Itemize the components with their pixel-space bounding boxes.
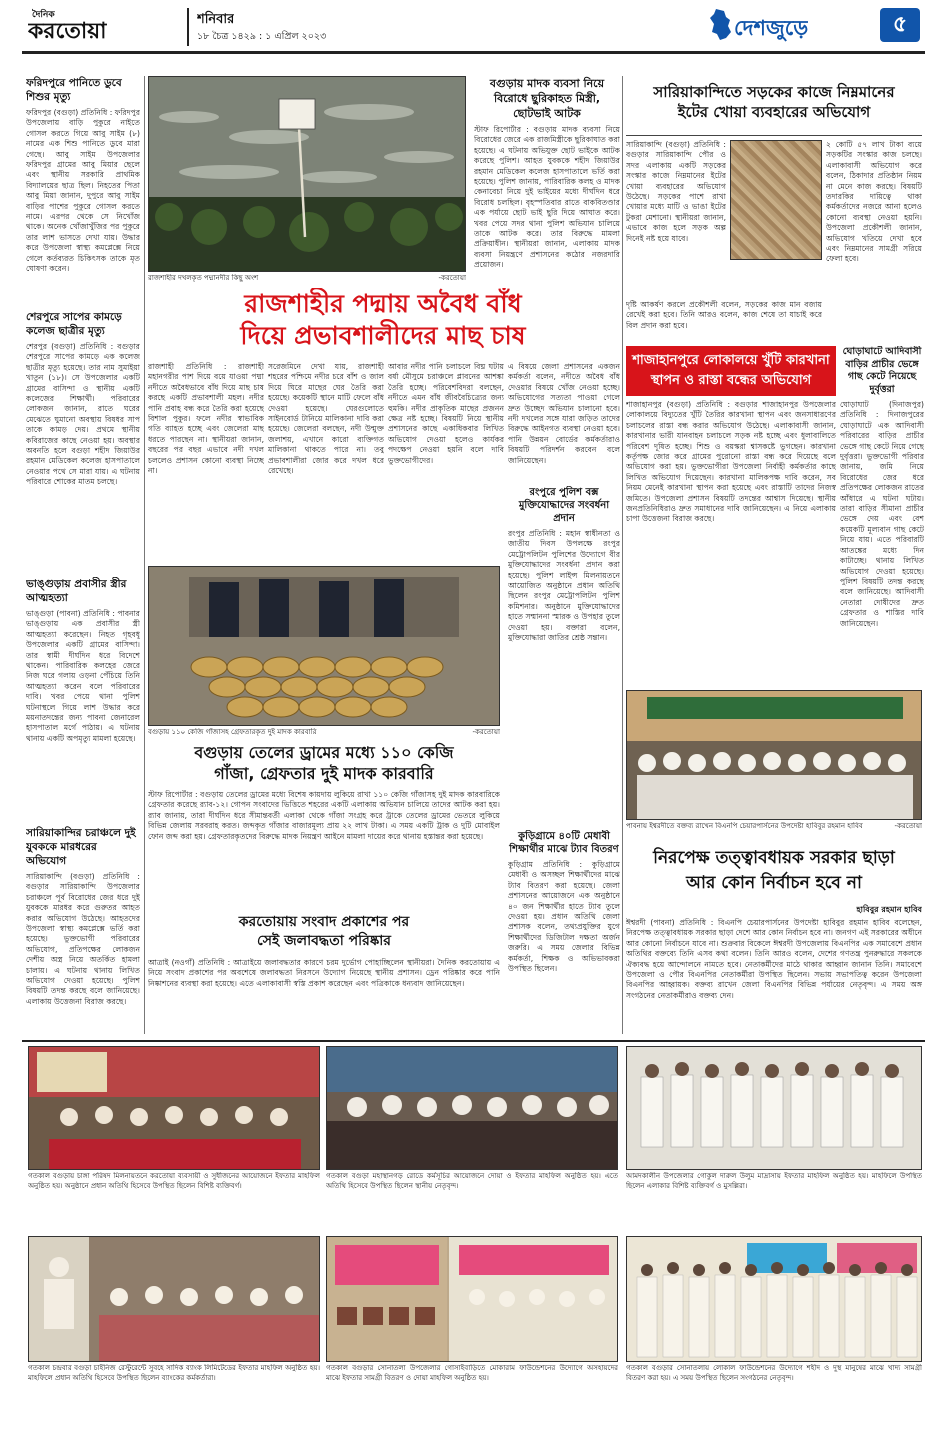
headline-line-2: ইটের খোয়া ব্যবহারের অভিযোগ [677, 103, 871, 121]
padma-river-photo [148, 76, 466, 272]
karatoa-body: আত্রাই (নওগাঁ) প্রতিনিধি : আত্রাইয়ে জলাবদ্ধতার কারণে চরম দুর্ভোগ পোহাচ্ছিলেন স্থানীয়রা। দৈনিক করতোয়ায় এ নিয়ে সংবাদ প্রকাশের পর অবশেষে জলাবদ্ধতা নিরসনে উদ্যোগ নিয়েছে স্থানীয় প্রশাসন। ড্রেন পরিষ্কার করে পানি নিষ্কাশনের ব্যবস্থা করা হয়েছে। এতে এলাকাবাসী স্বস্তি প্রকাশ করেছেন এবং পত্রিকাকে ধন্যবাদ জানিয়েছেন। [148, 958, 500, 988]
section-title: দেশজুড়ে [734, 16, 809, 40]
story-body: কুড়িগ্রাম প্রতিনিধি : কুড়িগ্রামে মেধাবী ও অসচ্ছল শিক্ষার্থীদের মাঝে ট্যাব বিতরণ করা হয়েছে। জেলা প্রশাসনের আয়োজনে এক অনুষ্ঠানে ৪০ জন শিক্ষার্থীর হাতে ট্যাব তুলে দেওয়া হয়। প্রধান অতিথি জেলা প্রশাসক বলেন, তথ্যপ্রযুক্তির যুগে শিক্ষার্থীদের ডিজিটাল দক্ষতা অর্জন জরুরি। এ সময় জেলার বিভিন্ন কর্মকর্তা, শিক্ষক ও অভিভাবকরা উপস্থিত ছিলেন। [508, 860, 620, 974]
story-body: ঘোড়াঘাট (দিনাজপুর) প্রতিনিধি : দিনাজপুরের ঘোড়াঘাটে এক আদিবাসী পরিবারের বাড়ির প্রাচীর ভেঙ্গে গাছ কেটে নিয়ে গেছে দুর্বৃত্তরা। ভুক্তভোগী পরিবার জানায়, জমি নিয়ে বিরোধের জের ধরে প্রতিপক্ষের লোকজন রাতের আঁধারে এ ঘটনা ঘটায়। তারা বাড়ির সীমানা প্রাচীর ভেঙ্গে দেয় এবং বেশ কয়েকটি মূল্যবান গাছ কেটে নিয়ে যায়। এতে পরিবারটি আতঙ্কের মধ্যে দিন কাটাচ্ছে। থানায় লিখিত অভিযোগ দেওয়া হয়েছে। পুলিশ বিষয়টি তদন্ত করছে বলে জানিয়েছে। আদিবাসী নেতারা দোষীদের দ্রুত গ্রেফতার ও শাস্তির দাবি জানিয়েছেন। [840, 400, 924, 628]
caption-credit: -করতোয়া [894, 822, 922, 830]
padma-col-3: আবার নদীর পানি চলাচলে বিঘ্ন ঘটায় বর্ষা মৌসুমে চরাঞ্চলে প্লাবনের আশঙ্কা তৈরি হচ্ছে। পরিবেশবিদরা বলছেন, নদীতে এমন বাঁধ জীববৈচিত্র্যের জন্য হুমকি। নদীর প্রাকৃতিক মাছের প্রজনন ক্ষেত্র নষ্ট হচ্ছে। বিষয়টি নিয়ে স্থানীয় প্রশাসনের কাছে একাধিকবার লিখিত অভিযোগ দেওয়া হলেও কার্যকর পদক্ষেপ নেওয়া হয়নি বলে দাবি ভুক্তভোগীদের। [388, 362, 504, 465]
iftar-photo-3 [626, 1046, 922, 1170]
iftar-photo-5-caption: গতকাল বগুড়ার সোনাতলা উপজেলার গোসাইবাড়িতে মোকারাম ফাউন্ডেশনের উদ্যোগে অসহায়দের মাঝে ইফতার সামগ্রী বিতরণ ও দোয়া মাহফিল অনুষ্ঠিত হয়। [326, 1364, 618, 1382]
iftar-photo-3-caption: আমদকালীন উপজেলার গোকুল দারুল উলুম মাদ্রাসায় ইফতার মাহফিল অনুষ্ঠিত হয়। মাহফিলে উপস্থিত ছিলেন এলাকার বিশিষ্ট ব্যক্তিবর্গ ও মুসল্লিরা। [626, 1172, 922, 1190]
story-ghoraghat [840, 346, 924, 676]
headline: ভাঙ্গুড়ায় প্রবাসীর স্ত্রীর আত্মহত্যা [26, 578, 127, 604]
caption-text: রাজশাহীর দখলকৃত পদ্মানদীর কিছু অংশ [148, 274, 259, 282]
brick-chips-photo [730, 140, 822, 260]
col-divider-mid [622, 76, 623, 1034]
padma-col-4: এ বিষয়ে জেলা প্রশাসনের একজন কর্মকর্তা বলেন, নদীতে অবৈধ বাঁধ দেওয়ার বিষয়ে খোঁজ নেওয়া হচ্ছে। অভিযোগের সত্যতা পাওয়া গেলে দ্রুত উচ্ছেদ অভিযান চালানো হবে। নদী দখলের সঙ্গে যারা জড়িত তাদের বিরুদ্ধে আইনগত ব্যবস্থা নেওয়া হবে। পানি উন্নয়ন বোর্ডের কর্মকর্তারাও বিষয়টি পরিদর্শন করবেন বলে জানিয়েছেন। [508, 362, 620, 465]
brand-small: দৈনিক [32, 10, 55, 20]
iftar-photo-4 [28, 1236, 320, 1362]
headline: ঘোড়াঘাটে আদিবাসী বাড়ির প্রাচীর ভেঙ্গে গাছ কেটে নিয়েছে দুর্বৃত্তরা [842, 346, 922, 395]
brand-logo: করতোয়া [28, 18, 107, 44]
ganja-headline [148, 742, 500, 786]
headline-line-1: করতোয়ায় সংবাদ প্রকাশের পর [238, 914, 410, 930]
iftar-photo-2 [326, 1046, 618, 1170]
story-body: রংপুর প্রতিনিধি : মহান স্বাধীনতা ও জাতীয় দিবস উপলক্ষে রংপুর মেট্রোপলিটন পুলিশের উদ্যোগে বীর মুক্তিযোদ্ধাদের সংবর্ধনা প্রদান করা হয়েছে। পুলিশ লাইন্স মিলনায়তনে আয়োজিত অনুষ্ঠানে প্রধান অতিথি ছিলেন রংপুর মেট্রোপলিটন পুলিশ কমিশনার। অনুষ্ঠানে মুক্তিযোদ্ধাদের হাতে সম্মাননা স্মারক ও উপহার তুলে দেওয়া হয়। বক্তারা বলেন, মুক্তিযোদ্ধারা জাতির শ্রেষ্ঠ সন্তান। [508, 529, 620, 643]
sariakandi-road-headline [626, 76, 922, 136]
story-sherpur [26, 310, 140, 570]
ganja-body: স্টাফ রিপোর্টার : বগুড়ায় তেলের ড্রামের মধ্যে বিশেষ কায়দায় লুকিয়ে রাখা ১১০ কেজি গাঁজাসহ দুই মাদক কারবারিকে গ্রেফতার করেছে র‍্যাব-১২। গোপন সংবাদের ভিত্তিতে শহরের একটি এলাকায় অভিযান চালিয়ে তাদের আটক করা হয়। র‍্যাব জানায়, তারা দীর্ঘদিন ধরে সীমান্তবর্তী এলাকা থেকে গাঁজা সংগ্রহ করে ট্রাকে তেলের ড্রামের ভেতরে লুকিয়ে বিভিন্ন জেলায় সরবরাহ করত। জব্দকৃত গাঁজার বাজারমূল্য প্রায় ২২ লাখ টাকা। এ সময় একটি ট্রাক ও দুটি মোবাইল ফোন জব্দ করা হয়। গ্রেফতারকৃতদের বিরুদ্ধে মাদক নিয়ন্ত্রণ আইনে মামলা দায়ের করে থানায় হস্তান্তর করা হয়েছে। [148, 790, 500, 841]
ganja-seizure-photo [148, 566, 500, 726]
story-body: সারিয়াকান্দি (বগুড়া) প্রতিনিধি : বগুড়ার সারিয়াকান্দি উপজেলার চরাঞ্চলে পূর্ব বিরোধের জের ধরে দুই যুবককে মারধর করে গুরুতর আহত করার অভিযোগ উঠেছে। আহতদের উপজেলা স্বাস্থ্য কমপ্লেক্সে ভর্তি করা হয়েছে। ভুক্তভোগী পরিবারের অভিযোগ, প্রতিপক্ষের লোকজন দেশীয় অস্ত্র নিয়ে অতর্কিত হামলা চালায়। এ ঘটনায় থানায় লিখিত অভিযোগ দেওয়া হয়েছে। পুলিশ বিষয়টি তদন্ত করছে বলে জানিয়েছে। এলাকায় উত্তেজনা বিরাজ করছে। [26, 872, 140, 1006]
iftar-photo-5 [326, 1236, 618, 1362]
story-body: ফরিদপুর (বগুড়া) প্রতিনিধি : ফরিদপুর উপজেলায় বাড়ি পুকুরে নাইতে গোসল করতে গিয়ে আবু সাইম (৮) নামের এক শিশু পানিতে ডুবে মারা গেছে। আবু সাইম উপজেলার ফরিদপুর গ্রামের আবু মিয়ার ছেলে এবং স্থানীয় সরকারি প্রাথমিক বিদ্যালয়ের ছাত্র ছিল। নিহতের পিতা আবু মিয়া জানান, দুপুরে আবু সাইম বাড়ির পাশের পুকুরে গোসল করতে নামে। এরপর থেকে সে নিখোঁজ থাকে। অনেক খোঁজাখুঁজির পর পুকুরে তার লাশ ভাসতে দেখা যায়। উদ্ধার করে উপজেলা স্বাস্থ্য কমপ্লেক্সে নিয়ে গেলে কর্তব্যরত চিকিৎসক তাকে মৃত ঘোষণা করেন। [26, 108, 140, 274]
bottom-section-rule [22, 1040, 925, 1042]
caretaker-headline [626, 846, 922, 902]
headline-line-2: আর কোন নির্বাচন হবে না [686, 873, 862, 893]
headline: বগুড়ায় মাদক ব্যবসা নিয়ে বিরোধে ছুরিকাহত মিস্ত্রী, ছোটভাই আটক [489, 77, 605, 120]
sariakandi-road-col-1: সারিয়াকান্দি (বগুড়া) প্রতিনিধি : বগুড়ার সারিয়াকান্দি পৌর ও সদর এলাকায় একটি সড়কের সংস্কার কাজে নিম্নমানের ইটের খোয়া ব্যবহারের অভিযোগ উঠেছে। সড়কের পাশে রাখা খোয়ার মধ্যে মাটি ও ভাঙা ইটের টুকরা মেশানো। স্থানীয়রা জানান, এভাবে কাজ হলে সড়ক অল্প দিনেই নষ্ট হয়ে যাবে। [626, 140, 726, 243]
headline-line-2: গাঁজা, গ্রেফতার দুই মাদক কারবারি [214, 764, 434, 783]
masthead-divider [187, 8, 189, 46]
iftar-photo-1 [28, 1046, 320, 1170]
ganja-photo-caption [148, 728, 500, 738]
headline-line-1: শাজাহানপুরে লোকালয়ে খুঁটি কারখানা [632, 353, 830, 368]
headline: সারিয়াকান্দির চরাঞ্চলে দুই যুবককে মারধরের অভিযোগ [26, 827, 136, 867]
col-divider-left [144, 76, 145, 1034]
iftar-photo-6-caption: গতকাল বগুড়ার সোনাতলায় লোকাল ফাউন্ডেশনের উদ্যোগে শহীদ ও দুস্থ মানুষের মাঝে খাদ্য সামগ্রী বিতরণ করা হয়। এ সময় উপস্থিত ছিলেন সংগঠনের নেতৃবৃন্দ। [626, 1364, 922, 1382]
caption-text: বগুড়ায় ১১০ কেজি গাঁজাসহ গ্রেফতারকৃত দুই মাদক কারবারি [148, 728, 317, 736]
caption-text: পাবনায় ইশ্বরদীতে বক্তব্য রাখেন বিএনপি চেয়ারপার্সনের উপদেষ্টা হাবিবুর রহমান হাবিব [626, 822, 863, 830]
caption-credit: -করতোয়া [472, 728, 500, 736]
story-body: স্টাফ রিপোর্টার : বগুড়ায় মাদক ব্যবসা নিয়ে বিরোধের জেরে এক রাজমিস্ত্রীকে ছুরিকাঘাত করা হয়েছে। এ ঘটনায় অভিযুক্ত ছোট ভাইকে আটক করেছে পুলিশ। আহত যুবককে শহীদ জিয়াউর রহমান মেডিকেল কলেজ হাসপাতালে ভর্তি করা হয়েছে। পুলিশ জানায়, পারিবারিক কলহ ও মাদক কেনাবেচা নিয়ে দুই ভাইয়ের মধ্যে দীর্ঘদিন ধরে বিরোধ চলছিল। বৃহস্পতিবার রাতে বাকবিতণ্ডার এক পর্যায়ে ছোট ভাই ছুরি দিয়ে আঘাত করে। খবর পেয়ে সদর থানা পুলিশ অভিযান চালিয়ে তাকে আটক করে। তার বিরুদ্ধে মামলা প্রক্রিয়াধীন। স্থানীয়রা জানান, এলাকায় মাদক ব্যবসা নিয়ন্ত্রণে প্রশাসনের কঠোর নজরদারি প্রয়োজন। [474, 125, 620, 270]
headline-line-1: রাজশাহীর পদ্মায় অবৈধ বাঁধ [244, 289, 522, 318]
sariakandi-road-footer: দৃষ্টি আকর্ষণ করলে প্রকৌশলী বলেন, সড়কের কাজ মান বজায় রেখেই করা হবে। তিনি আরও বলেন, কাজ শেষে তা যাচাই করে বিল প্রদান করা হবে। [626, 300, 822, 330]
iftar-photo-1-caption: গতকাল বগুড়ায় চাঙ্গা পরিষদ মিলনায়তনে করতোয়া ব্যবসায়ী ও সুধীজনের আয়োজনে ইফতার মাহফিল অনুষ্ঠিত হয়। অনুষ্ঠানে প্রধান অতিথি হিসেবে উপস্থিত ছিলেন বিশিষ্ট ব্যক্তিবর্গ। [28, 1172, 320, 1190]
padma-photo-caption [148, 274, 466, 284]
iftar-photo-6 [626, 1236, 922, 1362]
story-sariakandi-youths [26, 826, 140, 1034]
bnp-meeting-photo [626, 690, 922, 820]
page-number-badge [880, 8, 920, 42]
headline-line-1: সারিয়াকান্দিতে সড়কের কাজে নিম্নমানের [653, 83, 895, 101]
masthead-rule [22, 51, 925, 54]
story-rangpur [508, 486, 620, 816]
headline-line-1: বগুড়ায় তেলের ড্রামের মধ্যে ১১০ কেজি [194, 743, 454, 762]
headline-line-2: সেই জলাবদ্ধতা পরিষ্কার [257, 933, 391, 949]
shahjahanpur-body: শাজাহানপুর (বগুড়া) প্রতিনিধি : বগুড়ার শাজাহানপুর উপজেলার লোকালয়ে বিদ্যুতের খুঁটি তৈরির কারখানা স্থাপন এবং জনসাধারণের চলাচলের রাস্তা বন্ধ করার অভিযোগ উঠেছে। এলাকাবাসী জানান, কারখানার ভারী যানবাহন চলাচলে সড়ক নষ্ট হচ্ছে এবং ধুলাবালিতে পরিবেশ দূষিত হচ্ছে। শিশু ও বয়স্করা শ্বাসকষ্টে ভুগছেন। কারখানা কর্তৃপক্ষ জোর করে গ্রামের পুরোনো রাস্তা বন্ধ করে দিয়েছে বলে অভিযোগ করা হয়। ভুক্তভোগীরা উপজেলা নির্বাহী কর্মকর্তার কাছে লিখিত অভিযোগ দিয়েছেন। কারখানা মালিকপক্ষ দাবি করেন, সব নিয়ম মেনেই কারখানা স্থাপন করা হয়েছে এবং রাস্তাটি তাদের নিজস্ব জমিতে। উপজেলা প্রশাসন বিষয়টি তদন্তের আশ্বাস দিয়েছে। স্থানীয় জনপ্রতিনিধিরাও দ্রুত সমাধানের দাবি জানিয়েছেন। এ নিয়ে এলাকায় চাপা উত্তেজনা বিরাজ করছে। [626, 400, 836, 524]
iftar-photo-4-caption: গতকাল চন্দ্রবার বগুড়া চাইনিজ রেস্টুরেন্টে সুবহে সাদিক ব্যাংক লিমিটেডের ইফতার মাহফিল অনুষ্ঠিত হয়। মাহফিলে প্রধান অতিথি হিসেবে উপস্থিত ছিলেন ব্যাংকের কর্মকর্তারা। [28, 1364, 320, 1382]
story-bogura-drug [474, 76, 620, 356]
story-body: ভাঙ্গুড়া (পাবনা) প্রতিনিধি : পাবনার ভাঙ্গুড়ায় এক প্রবাসীর স্ত্রী আত্মহত্যা করেছেন। নিহত গৃহবধূ উপজেলার একটি গ্রামের বাসিন্দা। তার স্বামী দীর্ঘদিন ধরে বিদেশে থাকেন। পারিবারিক কলহের জেরে নিজ ঘরে গলায় ওড়না পেঁচিয়ে তিনি আত্মহত্যা করেন বলে পরিবারের দাবি। খবর পেয়ে থানা পুলিশ ঘটনাস্থলে গিয়ে লাশ উদ্ধার করে ময়নাতদন্তের জন্য পাবনা জেনারেল হাসপাতাল মর্গে পাঠায়। এ ঘটনায় থানায় একটি অপমৃত্যু মামলা হয়েছে। [26, 609, 140, 743]
headline-line-2: স্থাপন ও রাস্তা বন্ধের অভিযোগ [650, 373, 812, 388]
iftar-photo-2-caption: গতকাল বগুড়া মহাস্থানগড় রোডে কর্মসূচির আয়োজনে দোয়া ও ইফতার মাহফিল অনুষ্ঠিত হয়। এতে অতিথি হিসেবে উপস্থিত ছিলেন স্থানীয় নেতৃবৃন্দ। [326, 1172, 618, 1190]
caretaker-body: ঈশ্বরদী (পাবনা) প্রতিনিধি : বিএনপি চেয়ারপার্সনের উপদেষ্টা হাবিবুর রহমান হাবিব বলেছেন, নিরপেক্ষ তত্ত্বাবধায়ক সরকার ছাড়া দেশে আর কোন নির্বাচন হবে না। জনগণ এই সরকারের অধীনে আর কোনো নির্বাচনে যাবে না। শুক্রবার বিকেলে ঈশ্বরদী উপজেলায় বিএনপির এক সমাবেশে প্রধান অতিথির বক্তব্যে তিনি এসব কথা বলেন। তিনি আরও বলেন, দেশের গণতন্ত্র পুনরুদ্ধারে সকলকে ঐক্যবদ্ধ হয়ে আন্দোলনে নামতে হবে। নেতাকর্মীদের মাঠে থাকার আহ্বান জানান তিনি। সমাবেশে উপজেলা ও পৌর বিএনপির নেতাকর্মীরা উপস্থিত ছিলেন। সভায় সভাপতিত্ব করেন উপজেলা বিএনপির আহ্বায়ক। বক্তব্য রাখেন জেলা বিএনপির বিভিন্ন পর্যায়ের নেতৃবৃন্দ। এ সময় অঙ্গ সংগঠনের নেতাকর্মীরাও বক্তব্য দেন। [626, 918, 922, 1000]
padma-col-2: সরেজমিনে দেখা যায়, রাজশাহী শহরের পশ্চিমে নদীর চরে বাঁশ ও জাল দিয়ে ঘিরে মাছের ঘের তৈরি করা হয়েছে। কয়েকটি স্থানে মাটি ফেলে বাঁধ দেওয়া হয়েছে। ঘেরগুলোতে সাইনবোর্ড টানিয়ে মালিকানা দাবি করা হয়েছে। জেলেরা বলছেন, নদী উন্মুক্ত জলাশয়, এখানে কারো ব্যক্তিগত মালিকানা থাকতে পারে না। তবু প্রভাবশালীরা জোর করে দখল ধরে রেখেছে। [268, 362, 384, 476]
karatoa-headline [148, 913, 500, 953]
sariakandi-road-col-2: ২ কোটি ৫৭ লাখ টাকা ব্যয়ে সড়কটির সংস্কার কাজ চলছে। এলাকাবাসী অভিযোগ করে বলেন, ঠিকাদার প্রতিষ্ঠান নিয়ম না মেনে কাজ করছে। বিষয়টি তদারকির দায়িত্বে থাকা কর্মকর্তাদের নজরে আনা হলেও কোনো ব্যবস্থা নেওয়া হয়নি। উপজেলা প্রকৌশলী জানান, অভিযোগ খতিয়ে দেখা হবে এবং নিম্নমানের সামগ্রী সরিয়ে ফেলা হবে। [826, 140, 922, 264]
headline: শেরপুরে সাপের কামড়ে কলেজ ছাত্রীর মৃত্যু [26, 311, 122, 337]
date-label: ১৮ চৈত্র ১৪২৯ : ১ এপ্রিল ২০২৩ [197, 31, 327, 42]
headline-line-1: নিরপেক্ষ তত্ত্বাবধায়ক সরকার ছাড়া [653, 848, 895, 868]
headline: ফরিদপুরে পানিতে ডুবে শিশুর মৃত্যু [26, 77, 122, 103]
headline-line-2: দিয়ে প্রভাবশালীদের মাছ চাষ [240, 321, 526, 350]
story-faridpur [26, 76, 140, 302]
headline: কুড়িগ্রামে ৪০টি মেধাবী শিক্ষার্থীর মাঝে ট্যাব বিতরণ [509, 831, 619, 855]
story-bhanga [26, 577, 140, 817]
masthead [0, 0, 945, 62]
caption-credit: -করতোয়া [438, 274, 466, 282]
bnp-photo-caption [626, 822, 922, 842]
shahjahanpur-headline [626, 346, 836, 396]
day-label: শনিবার [197, 12, 235, 27]
caretaker-byline: হাবিবুর রহমান হাবিব [856, 905, 922, 914]
padma-col-1: রাজশাহী প্রতিনিধি : রাজশাহী মহানগরীর পাশ দিয়ে বয়ে যাওয়া পদ্মা নদীতে অবৈধভাবে বাঁধ দিয়ে মাছ চাষ করছে একটি প্রভাবশালী মহল। নদীর পানি প্রবাহ বন্ধ করে তৈরি করা হয়েছে বিশাল পুকুর। ফলে নদীর স্বাভাবিক গতি ব্যাহত হচ্ছে এবং জেলেরা মাছ ধরতে পারছেন না। স্থানীয়রা জানান, বছরের পর বছর এভাবে নদী দখল চললেও প্রশাসন কোনো ব্যবস্থা নিচ্ছে না। [148, 362, 264, 476]
story-kurigram-students [508, 830, 620, 1040]
headline: রংপুরে পুলিশ বক্স মুক্তিযোদ্ধাদের সংবর্ধনা প্রদান [518, 487, 610, 524]
page-number: ৫ [892, 12, 908, 37]
story-body: শেরপুর (বগুড়া) প্রতিনিধি : বগুড়ার শেরপুরে সাপের কামড়ে এক কলেজ ছাত্রীর মৃত্যু হয়েছে। তার নাম সুমাইয়া খাতুন (১৮)। সে উপজেলার একটি গ্রামের বাসিন্দা ও স্থানীয় একটি কলেজের শিক্ষার্থী। পরিবারের লোকজন জানান, রাতে ঘরের মেঝেতে ঘুমানো অবস্থায় বিষধর সাপ তাকে কামড় দেয়। প্রথমে স্থানীয় কবিরাজের কাছে নেওয়া হয়। অবস্থার অবনতি হলে বগুড়া শহীদ জিয়াউর রহমান মেডিকেল কলেজ হাসপাতালে নেওয়ার পথে সে মারা যায়। এ ঘটনায় পরিবারে শোকের মাতম চলছে। [26, 342, 140, 487]
bangladesh-map-icon [708, 8, 732, 42]
